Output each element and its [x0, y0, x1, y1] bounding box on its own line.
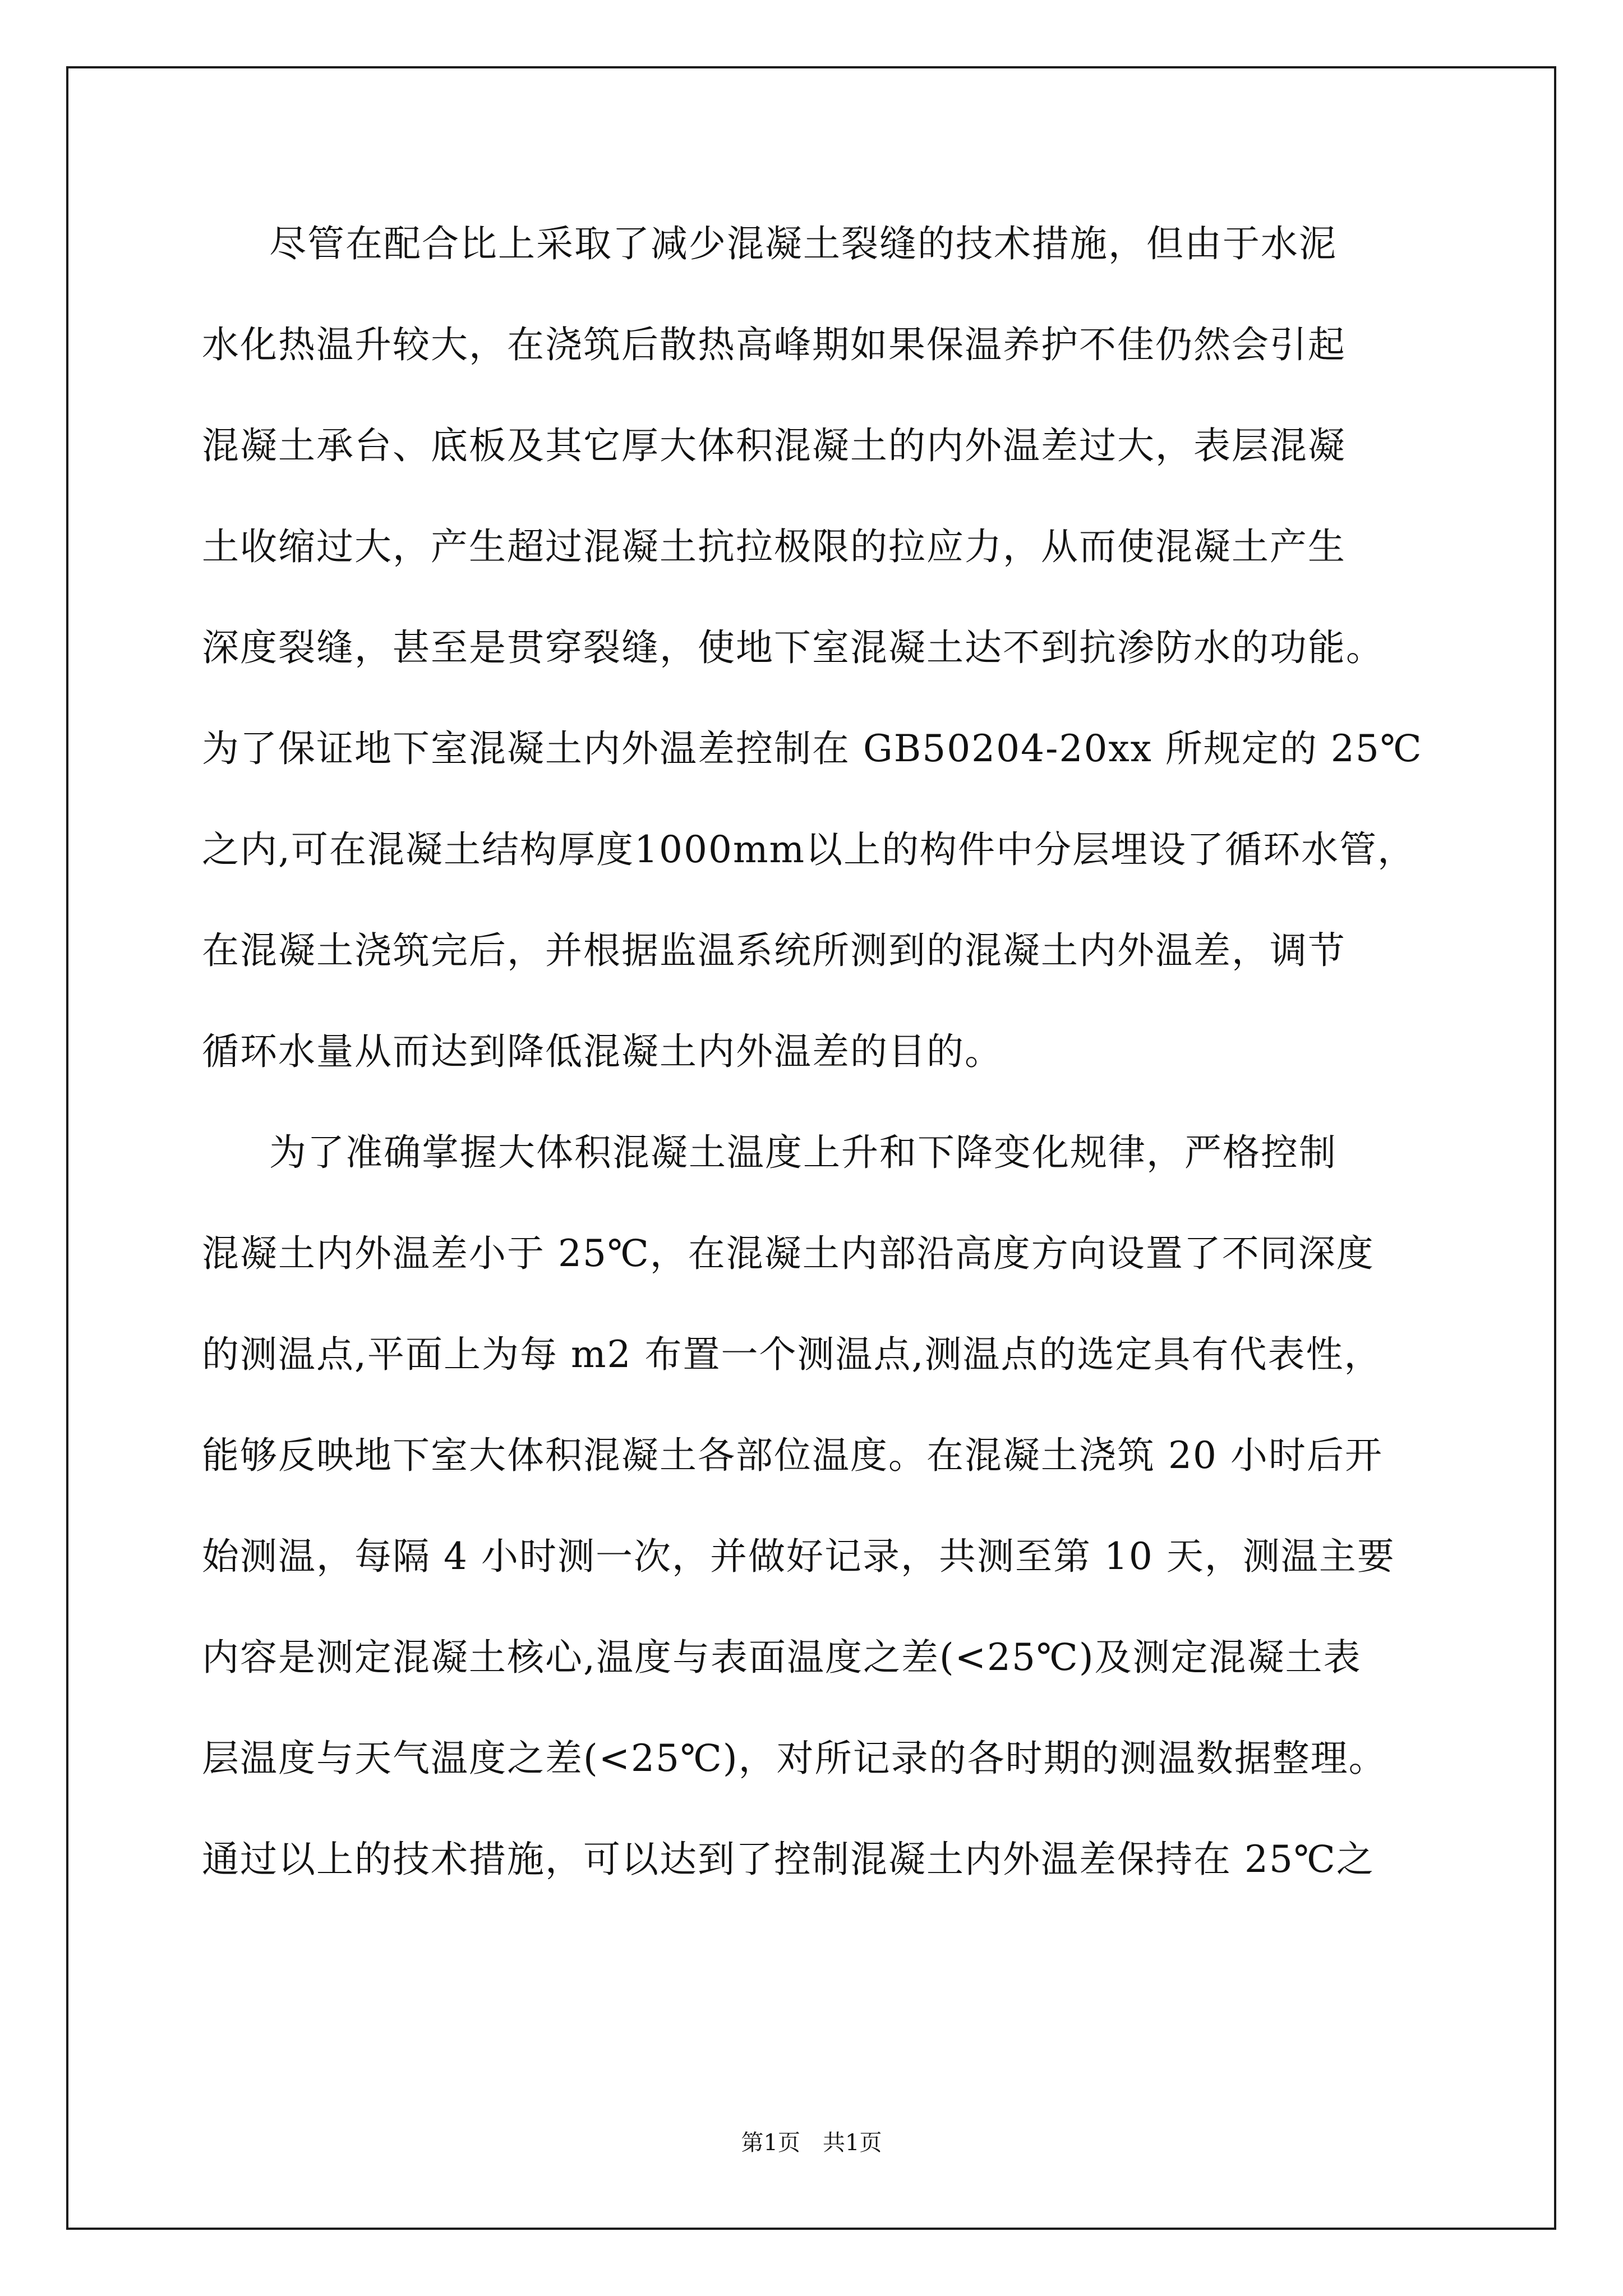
- paragraph-1-line-4: 土收缩过大，产生超过混凝土抗拉极限的拉应力，从而使混凝土产生: [202, 525, 1346, 568]
- paragraph-2-line-8: 通过以上的技术措施，可以达到了控制混凝土内外温差保持在 25℃之: [202, 1838, 1375, 1881]
- paragraph-1-line-8: 在混凝土浇筑完后，并根据监温系统所测到的混凝土内外温差，调节: [202, 929, 1346, 972]
- page-number: 第1页 共1页: [741, 2130, 882, 2156]
- paragraph-1-line-5: 深度裂缝，甚至是贯穿裂缝，使地下室混凝土达不到抗渗防水的功能。: [202, 626, 1384, 669]
- paragraph-2-line-7: 层温度与天气温度之差(<25℃)，对所记录的各时期的测温数据整理。: [202, 1737, 1387, 1780]
- paragraph-2-line-1: 为了准确掌握大体积混凝土温度上升和下降变化规律，严格控制: [269, 1131, 1337, 1174]
- paragraph-2-line-2: 混凝土内外温差小于 25℃，在混凝土内部沿高度方向设置了不同深度: [202, 1232, 1375, 1275]
- paragraph-1-line-7: 之内,可在混凝土结构厚度1000mm以上的构件中分层埋设了循环水管，: [202, 828, 1416, 871]
- paragraph-2-line-4: 能够反映地下室大体积混凝土各部位温度。在混凝土浇筑 20 小时后开: [202, 1434, 1383, 1477]
- paragraph-1-line-3: 混凝土承台、底板及其它厚大体积混凝土的内外温差过大，表层混凝: [202, 424, 1346, 467]
- paragraph-2-line-3: 的测温点,平面上为每 m2 布置一个测温点,测温点的选定具有代表性，: [202, 1333, 1382, 1376]
- paragraph-1-line-6: 为了保证地下室混凝土内外温差控制在 GB50204-20xx 所规定的 25℃: [202, 727, 1423, 770]
- paragraph-1-line-9: 循环水量从而达到降低混凝土内外温差的目的。: [202, 1030, 1003, 1073]
- paragraph-2-line-5: 始测温，每隔 4 小时测一次，并做好记录，共测至第 10 天，测温主要: [202, 1535, 1395, 1578]
- paragraph-1-line-2: 水化热温升较大，在浇筑后散热高峰期如果保温养护不佳仍然会引起: [202, 323, 1346, 366]
- paragraph-1-line-1: 尽管在配合比上采取了减少混凝土裂缝的技术措施，但由于水泥: [269, 222, 1337, 265]
- paragraph-2-line-6: 内容是测定混凝土核心,温度与表面温度之差(<25℃)及测定混凝土表: [202, 1636, 1362, 1679]
